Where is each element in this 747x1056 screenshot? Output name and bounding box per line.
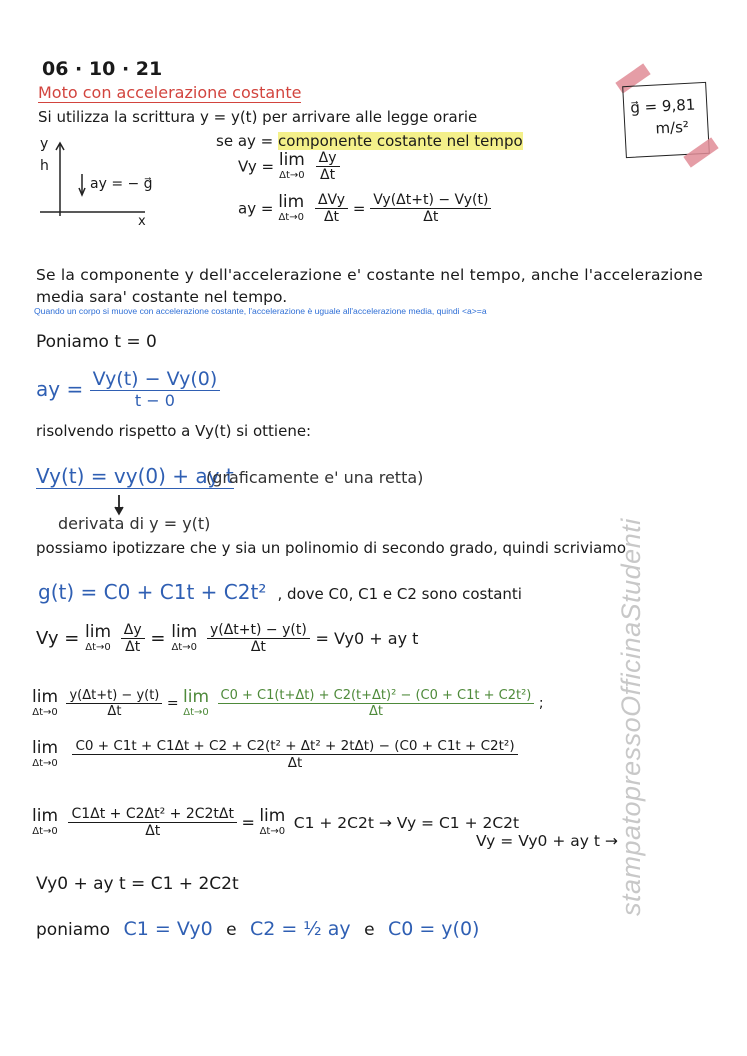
ay-definition-line — [216, 132, 523, 150]
eq-vy-lim-num1: Δy — [121, 622, 145, 639]
vy-frac-num: Δy — [316, 150, 340, 167]
gravity-unit: m/s² — [654, 117, 690, 138]
statement-line-2: media sara' costante nel tempo. — [36, 288, 288, 306]
eq-long-3-lim-word: lim — [32, 806, 59, 826]
typed-note: Quando un corpo si muove con accelerazione costante, l'accelerazione è uguale all'accelerazione media, quindi <a>=a — [34, 306, 487, 316]
eq-long-1-num1: y(Δt+t) − y(t) — [66, 688, 162, 704]
final-and1: e — [226, 920, 237, 940]
final-c2: C2 = ½ ay — [249, 918, 351, 940]
graf-note: (graficamente e' una retta) — [206, 468, 424, 487]
vy-frac — [316, 150, 340, 183]
eq-long-1 — [32, 688, 544, 719]
final-and2: e — [364, 920, 375, 940]
ay-frac1-den: Δt — [323, 209, 340, 225]
eq-long-3 — [32, 806, 519, 839]
ay-arrow-label: ay = − g⃗ — [90, 176, 153, 192]
eq-long-3-eq: = — [241, 813, 255, 832]
eq-combined: Vy0 + ay t = C1 + 2C2t — [36, 874, 239, 894]
eq-long-1-lim-word: lim — [32, 687, 59, 707]
eq-long-3-lim2-sub: Δt→0 — [259, 826, 286, 837]
vy-lhs: Vy = — [238, 157, 275, 176]
eq-long-1-lim-sub: Δt→0 — [32, 707, 58, 718]
statement-line-1: Se la componente y dell'accelerazione e' costante nel tempo, anche l'accelerazione — [36, 266, 703, 284]
derivata-note: derivata di y = y(t) — [58, 514, 211, 533]
ay-eq: = — [352, 199, 366, 218]
eq-ay-num: Vy(t) − Vy(0) — [90, 368, 221, 391]
eq-vy-lim-den2: Δt — [250, 639, 266, 655]
ay-frac1 — [315, 192, 348, 225]
eq-long-3-lim — [32, 808, 58, 837]
eq-long-1-lim2-sub: Δt→0 — [183, 707, 209, 718]
vy-lim-sub: Δt→0 — [279, 170, 305, 181]
eq-vy-lim-1 — [85, 624, 111, 653]
final-line — [36, 918, 479, 940]
eq-long-2-lim — [32, 740, 58, 769]
eq-long-1-tail: ; — [538, 695, 544, 712]
vy-limit-def — [238, 150, 340, 183]
ay-highlight: componente costante nel tempo — [278, 132, 523, 150]
eq-long-1-frac1 — [66, 688, 162, 719]
eq-long-1-lim — [32, 689, 58, 718]
axis-x-label: x — [138, 214, 146, 229]
eq-long-1-lim2 — [183, 689, 209, 718]
eq-vy-lim-den1: Δt — [125, 639, 141, 655]
axis-h-label: h — [40, 158, 49, 174]
eq-vy-lim — [36, 622, 418, 655]
eq-vy-lim-frac2 — [207, 622, 310, 655]
watermark: stampatopressoOfficinaStudenti — [616, 518, 646, 916]
ay-frac2-num: Vy(Δt+t) − Vy(t) — [370, 192, 491, 209]
eq-long-2-lim-word: lim — [32, 738, 59, 758]
eq-vy-lim-2-word: lim — [171, 622, 198, 642]
possiamo-line: possiamo ipotizzare che y sia un polinomio di secondo grado, quindi scriviamo — [36, 539, 627, 557]
eq-long-3-lim-sub: Δt→0 — [32, 826, 58, 837]
eq-vy-lim-lhs: Vy = — [36, 628, 80, 649]
eq-long-3-rhs2: Vy = Vy0 + ay t → — [476, 832, 618, 850]
eq-long-2-num: C0 + C1t + C1Δt + C2 + C2(t² + Δt² + 2tΔt) − (C0 + C1t + C2t²) — [72, 738, 517, 755]
eq-long-2-lim-sub: Δt→0 — [32, 758, 58, 769]
page-title: Moto con accelerazione costante — [38, 83, 302, 102]
eq-vy-lim-1-word: lim — [85, 622, 112, 642]
eq-long-1-lim2-word: lim — [183, 687, 210, 707]
eq-long-3-den: Δt — [145, 823, 161, 839]
ay-limit-def — [238, 192, 491, 225]
eq-long-1-num2: C0 + C1(t+Δt) + C2(t+Δt)² − (C0 + C1t + C2t²) — [218, 688, 535, 704]
eq-long-1-den1: Δt — [107, 704, 122, 719]
eq-poly: g(t) = C0 + C1t + C2t² — [38, 580, 267, 604]
gravity-value: g⃗ = 9,81 — [629, 95, 696, 117]
date: 06 · 10 · 21 — [42, 58, 163, 80]
eq-vy-lim-1-sub: Δt→0 — [85, 642, 111, 653]
eq-vy-lim-rhs: = Vy0 + ay t — [315, 629, 419, 648]
final-prefix: poniamo — [36, 920, 111, 940]
eq-vy-lim-num2: y(Δt+t) − y(t) — [207, 622, 310, 639]
eq-long-3-lim2 — [259, 808, 285, 837]
eq-vy-lim-2 — [171, 624, 197, 653]
intro-line: Si utilizza la scrittura y = y(t) per arrivare alle legge orarie — [38, 108, 478, 126]
se-prefix: se — [216, 132, 234, 150]
eq-ay-lhs: ay = — [36, 377, 84, 401]
eq-vy-lim-2-sub: Δt→0 — [171, 642, 197, 653]
eq-long-3-lim2-word: lim — [259, 806, 286, 826]
eq-ay-den: t − 0 — [134, 391, 175, 410]
ay-frac2 — [370, 192, 491, 225]
eq-ay — [36, 368, 220, 410]
eq-long-1-den2: Δt — [368, 704, 383, 719]
eq-vy-lim-eq: = — [150, 628, 166, 649]
eq-long-3-rhs: C1 + 2C2t → Vy = C1 + 2C2t — [293, 813, 520, 832]
final-c1: C1 = Vy0 — [123, 918, 213, 940]
ay-lhs: ay = — [238, 199, 274, 218]
vy-frac-den: Δt — [320, 167, 336, 183]
eq-long-2-den: Δt — [287, 755, 303, 771]
eq-vy: Vy(t) = vy(0) + ay t — [36, 464, 234, 488]
vy-lim — [279, 152, 305, 181]
down-arrow — [112, 494, 126, 516]
eq-long-2 — [32, 738, 518, 771]
ay-frac1-num: ΔVy — [315, 192, 348, 209]
ay-label: ay = — [237, 132, 274, 150]
eq-ay-frac — [90, 368, 221, 410]
eq-long-3-num: C1Δt + C2Δt² + 2C2tΔt — [68, 806, 237, 823]
eq-long-1-frac2 — [218, 688, 535, 719]
final-c0: C0 = y(0) — [387, 918, 480, 940]
eq-long-2-frac — [72, 738, 517, 771]
poly-line — [38, 580, 522, 604]
eq-long-1-eq: = — [166, 695, 179, 712]
ay-lim — [278, 194, 304, 223]
ay-lim-word: lim — [278, 192, 305, 212]
vy-lim-word: lim — [278, 150, 305, 170]
eq-long-3-frac — [68, 806, 237, 839]
poniamo-t0: Poniamo t = 0 — [36, 332, 157, 352]
eq-vy-lim-frac1 — [121, 622, 145, 655]
risolvendo-line: risolvendo rispetto a Vy(t) si ottiene: — [36, 422, 312, 440]
ay-lim-sub: Δt→0 — [278, 212, 304, 223]
ay-frac2-den: Δt — [423, 209, 439, 225]
poly-dove: , dove C0, C1 e C2 sono costanti — [277, 585, 522, 603]
axis-y-label: y — [40, 136, 49, 152]
